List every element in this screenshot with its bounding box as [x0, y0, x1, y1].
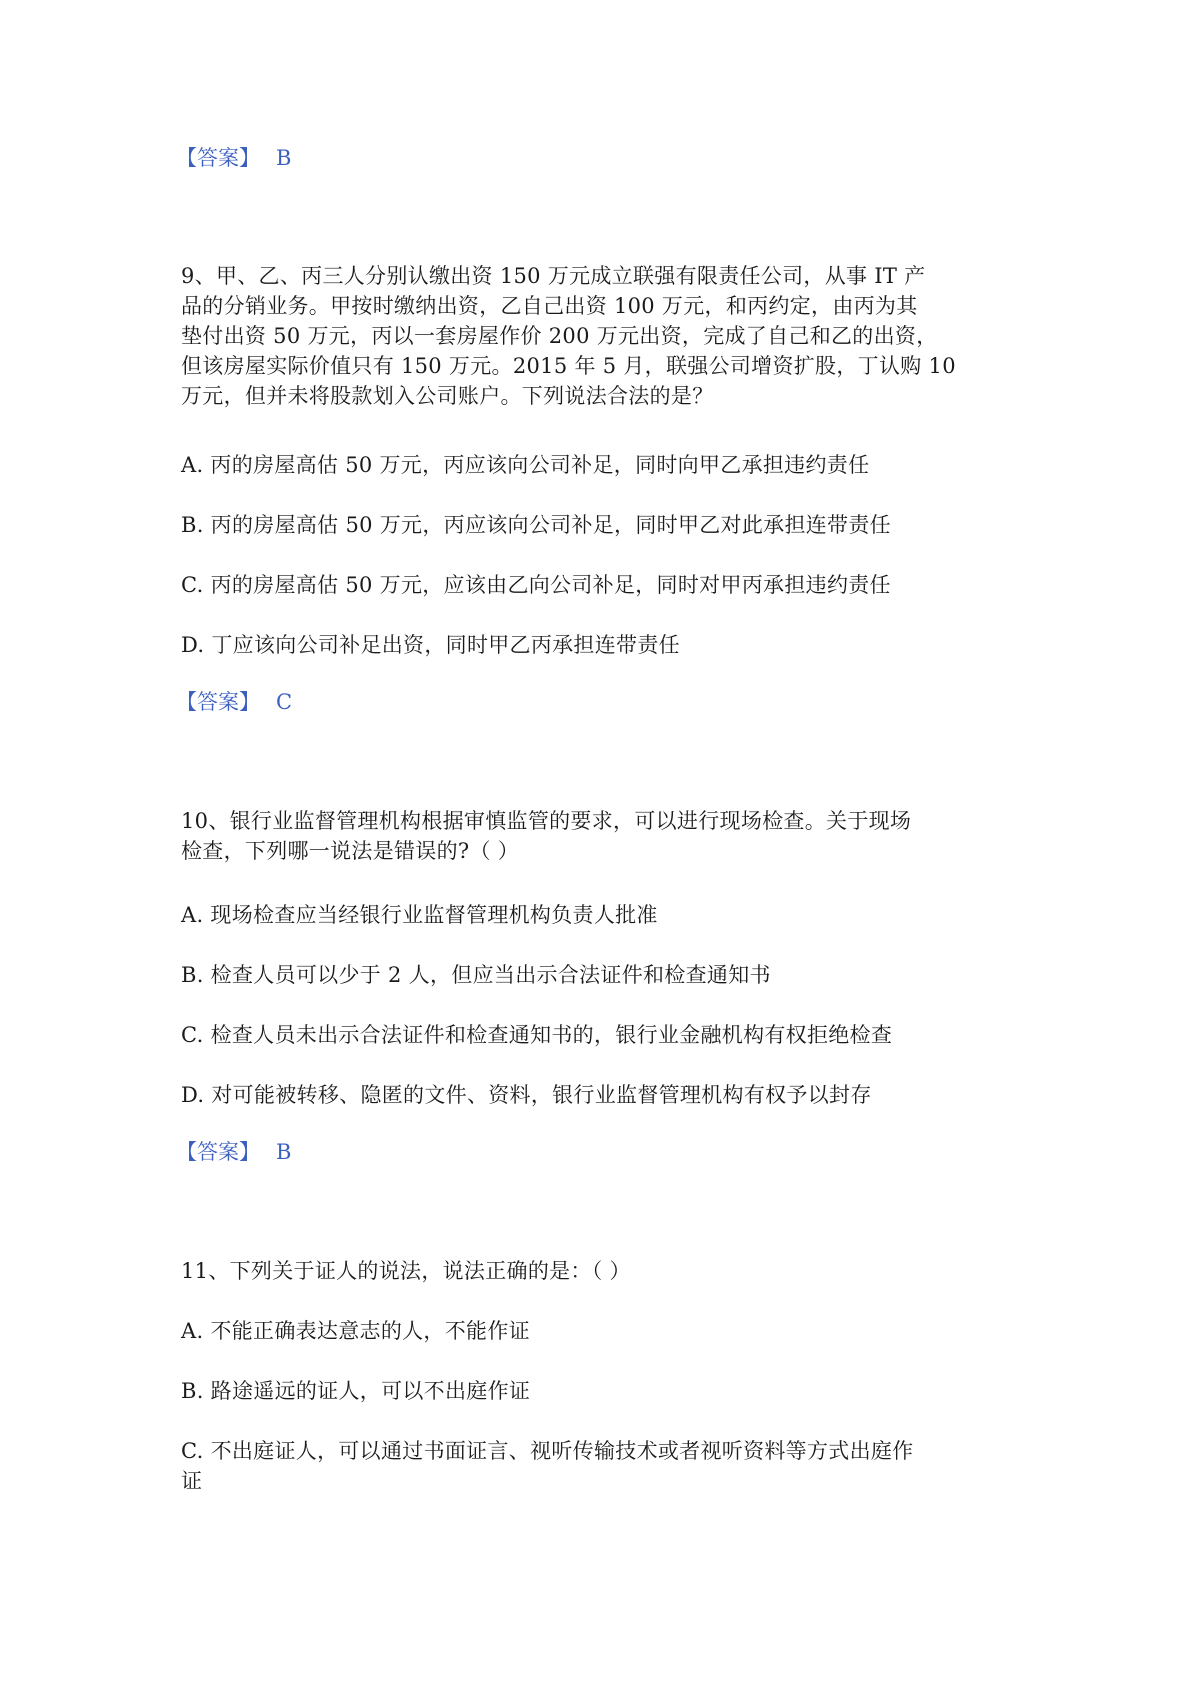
question-10-line-2: 检查，下列哪一说法是错误的?（ ） [181, 839, 520, 863]
question-10-option-c: C. 检查人员未出示合法证件和检查通知书的，银行业金融机构有权拒绝检查 [181, 1023, 893, 1047]
question-11-option-c-cont: 证 [181, 1469, 203, 1493]
question-10-line-1: 10、银行业监督管理机构根据审慎监管的要求，可以进行现场检查。关于现场 [181, 809, 912, 833]
question-11-option-b: B. 路途遥远的证人，可以不出庭作证 [181, 1379, 531, 1403]
answer-value: B [276, 1140, 292, 1164]
answer-value: C [276, 690, 293, 714]
answer-value: B [276, 146, 292, 170]
question-9-option-b: B. 丙的房屋高估 50 万元，丙应该向公司补足，同时甲乙对此承担连带责任 [181, 513, 891, 537]
answer-label: 【答案】 [176, 690, 260, 714]
question-9-line-3: 垫付出资 50 万元，丙以一套房屋作价 200 万元出资，完成了自己和乙的出资， [181, 324, 938, 348]
answer-label: 【答案】 [176, 1140, 260, 1164]
question-9-option-a: A. 丙的房屋高估 50 万元，丙应该向公司补足，同时向甲乙承担违约责任 [181, 453, 870, 477]
question-10-option-a: A. 现场检查应当经银行业监督管理机构负责人批准 [181, 903, 658, 927]
question-10-option-d: D. 对可能被转移、隐匿的文件、资料，银行业监督管理机构有权予以封存 [181, 1083, 872, 1107]
answer-9 [176, 687, 292, 717]
question-9-line-1: 9、甲、乙、丙三人分别认缴出资 150 万元成立联强有限责任公司，从事 IT 产 [181, 264, 926, 288]
answer-10 [176, 1137, 291, 1167]
answer-8 [176, 143, 291, 173]
question-9-line-4: 但该房屋实际价值只有 150 万元。2015 年 5 月，联强公司增资扩股，丁认购 10 [181, 354, 956, 378]
question-10-option-b: B. 检查人员可以少于 2 人，但应当出示合法证件和检查通知书 [181, 963, 771, 987]
question-11-line-1: 11、下列关于证人的说法，说法正确的是：（ ） [181, 1259, 631, 1283]
question-9-line-5: 万元，但并未将股款划入公司账户。下列说法合法的是？ [181, 384, 714, 408]
question-9-option-d: D. 丁应该向公司补足出资，同时甲乙丙承担连带责任 [181, 633, 680, 657]
answer-label: 【答案】 [176, 146, 260, 170]
question-9-line-2: 品的分销业务。甲按时缴纳出资，乙自己出资 100 万元，和丙约定，由丙为其 [181, 294, 918, 318]
question-11-option-c: C. 不出庭证人，可以通过书面证言、视听传输技术或者视听资料等方式出庭作 [181, 1439, 914, 1463]
question-11-option-a: A. 不能正确表达意志的人，不能作证 [181, 1319, 530, 1343]
question-9-option-c: C. 丙的房屋高估 50 万元，应该由乙向公司补足，同时对甲丙承担违约责任 [181, 573, 891, 597]
